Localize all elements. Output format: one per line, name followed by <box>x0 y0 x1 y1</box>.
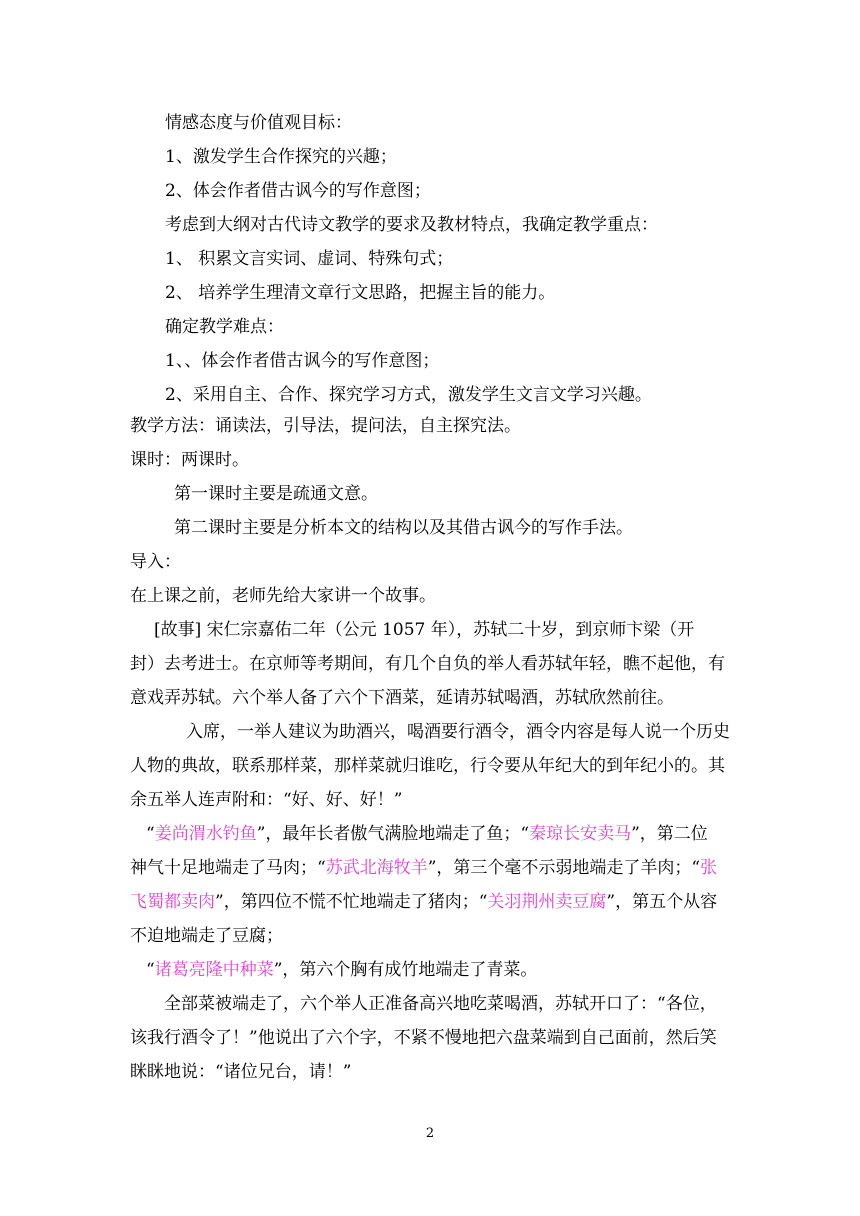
story-text: ”，第三个毫不示弱地端走了羊肉；“ <box>427 858 701 878</box>
focus-item-1: 1、 积累文言实词、虚词、特殊句式； <box>165 249 454 269</box>
story-text: 神气十足地端走了马肉；“ <box>130 858 326 878</box>
focus-item-2: 2、 培养学生理清文章行文思路，把握主旨的能力。 <box>165 283 556 303</box>
goal-title: 情感态度与价值观目标： <box>165 113 352 133</box>
story-p2-line-3: 余五举人连声附和：“好、好、好！” <box>130 790 403 810</box>
lesson-2: 第二课时主要是分析本文的结构以及其借古讽今的写作手法。 <box>174 518 633 538</box>
goal-item-1: 1、激发学生合作探究的兴趣； <box>165 147 397 167</box>
story-p4 <box>146 958 537 982</box>
story-p3-line-2 <box>130 856 717 880</box>
highlight-su-wu: 苏武北海牧羊 <box>325 858 428 878</box>
quote-mark: “ <box>146 824 155 844</box>
story-text: ”，第四位不慌不忙地端走了猪肉；“ <box>215 892 488 912</box>
story-p1-line-2: 封）去考进士。在京师等考期间，有几个自负的举人看苏轼年轻，瞧不起他，有 <box>130 654 725 674</box>
story-p3-line-1 <box>146 822 708 846</box>
highlight-zhang-fei-start: 张 <box>700 858 718 878</box>
teaching-method: 教学方法：诵读法，引导法，提问法，自主探究法。 <box>130 416 521 436</box>
story-text: ”，第二位 <box>631 824 708 844</box>
story-p5-line-2: 该我行酒令了！”他说出了六个字，不紧不慢地把六盘菜端到自己面前，然后笑 <box>130 1028 717 1048</box>
highlight-jiang-shang: 姜尚渭水钓鱼 <box>154 824 257 844</box>
story-text: ”，最年长者傲气满脸地端走了鱼；“ <box>256 824 530 844</box>
highlight-qin-qiong: 秦琼长安卖马 <box>529 824 632 844</box>
story-text: ”，第六个胸有成竹地端走了青菜。 <box>273 960 538 980</box>
highlight-zhang-fei-end: 飞蜀都卖肉 <box>130 892 215 912</box>
story-p5-line-1: 全部菜被端走了，六个举人正准备高兴地吃菜喝酒，苏轼开口了：“各位， <box>164 994 717 1014</box>
difficulty-title: 确定教学难点： <box>165 317 284 337</box>
story-p2-line-2: 人物的典故，联系那样菜，那样菜就归谁吃，行令要从年纪大的到年纪小的。其 <box>130 756 725 776</box>
class-hours: 课时：两课时。 <box>130 450 249 470</box>
story-p2-line-1: 入席，一举人建议为助酒兴，喝酒要行酒令，酒令内容是每人说一个历史 <box>186 722 730 742</box>
page-number: 2 <box>425 1126 435 1141</box>
story-p5-line-3: 眯眯地说：“诸位兄台，请！” <box>130 1062 352 1082</box>
focus-intro: 考虑到大纲对古代诗文教学的要求及教材特点，我确定教学重点： <box>165 215 658 235</box>
story-p3-line-3 <box>130 890 717 914</box>
goal-item-2: 2、体会作者借古讽今的写作意图； <box>165 181 431 201</box>
story-p3-line-4: 不迫地端走了豆腐； <box>130 926 283 946</box>
story-p1-line-3: 意戏弄苏轼。六个举人备了六个下酒菜，延请苏轼喝酒，苏轼欣然前往。 <box>130 688 674 708</box>
difficulty-item-1: 1、、体会作者借古讽今的写作意图； <box>165 351 440 371</box>
difficulty-item-2: 2、采用自主、合作、探究学习方式，激发学生文言文学习兴趣。 <box>165 385 652 405</box>
intro-title: 导入： <box>130 552 181 572</box>
highlight-guan-yu: 关羽荆州卖豆腐 <box>487 892 607 912</box>
quote-mark: “ <box>146 960 155 980</box>
story-p1-line-1: [故事] 宋仁宗嘉佑二年（公元 1057 年），苏轼二十岁，到京师卞梁（开 <box>154 620 695 640</box>
lesson-1: 第一课时主要是疏通文意。 <box>174 484 378 504</box>
highlight-zhuge-liang: 诸葛亮隆中种菜 <box>154 960 274 980</box>
intro-text: 在上课之前，老师先给大家讲一个故事。 <box>130 586 436 606</box>
story-text: ”，第五个从容 <box>606 892 718 912</box>
